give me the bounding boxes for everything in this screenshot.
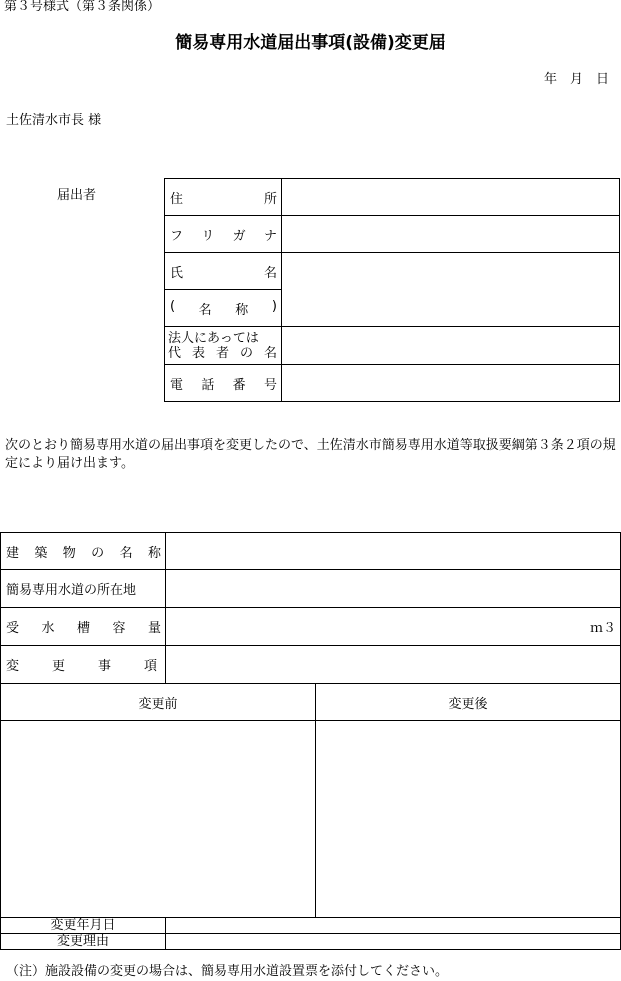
before-change-field[interactable] (1, 721, 316, 918)
address-label: 住 所 (165, 179, 282, 216)
applicant-table (164, 178, 620, 402)
location-label: 簡易専用水道の所在地 (1, 570, 166, 608)
phone-label: 電 話 番 号 (165, 365, 282, 402)
date-line: 年 月 日 (543, 72, 609, 87)
after-change-header: 変更後 (316, 684, 621, 721)
statement-text: 次のとおり簡易専用水道の届出事項を変更したので、土佐清水市簡易専用水道等取扱要綱第３条２項の規定により届け出ます。 (5, 438, 616, 471)
furigana-field[interactable] (282, 216, 620, 253)
representative-field[interactable] (282, 327, 620, 365)
building-name-field[interactable] (166, 533, 621, 570)
change-reason-field[interactable] (166, 934, 621, 950)
details-table (0, 532, 621, 950)
name-field[interactable] (282, 253, 620, 327)
tank-capacity-label: 受 水 槽 容 量 (1, 608, 166, 646)
change-item-field[interactable] (166, 646, 621, 684)
phone-field[interactable] (282, 365, 620, 402)
applicant-section-label: 届出者 (57, 188, 97, 203)
name-alt-label: ( 名 称 ) (165, 290, 282, 327)
name-label: 氏 名 (165, 253, 282, 290)
footnote: （注）施設設備の変更の場合は、簡易専用水道設置票を添付してください。 (6, 964, 449, 979)
address-field[interactable] (282, 179, 620, 216)
representative-label: 法人にあっては 代 表 者 の 名 (165, 327, 282, 365)
tank-capacity-unit: ｍ３ (589, 621, 616, 636)
change-date-label: 変更年月日 (1, 918, 166, 934)
addressee: 土佐清水市長 様 (6, 113, 102, 128)
change-reason-label: 変更理由 (1, 934, 166, 950)
change-item-label: 変 更 事 項 (1, 646, 166, 684)
after-change-field[interactable] (316, 721, 621, 918)
furigana-label: フ リ ガ ナ (165, 216, 282, 253)
before-change-header: 変更前 (1, 684, 316, 721)
location-field[interactable] (166, 570, 621, 608)
tank-capacity-field[interactable] (166, 608, 621, 646)
building-name-label: 建 築 物 の 名 称 (1, 533, 166, 570)
change-date-field[interactable] (166, 918, 621, 934)
document-title: 簡易専用水道届出事項(設備)変更届 (175, 33, 446, 53)
form-number: 第３号様式（第３条関係） (4, 0, 161, 14)
